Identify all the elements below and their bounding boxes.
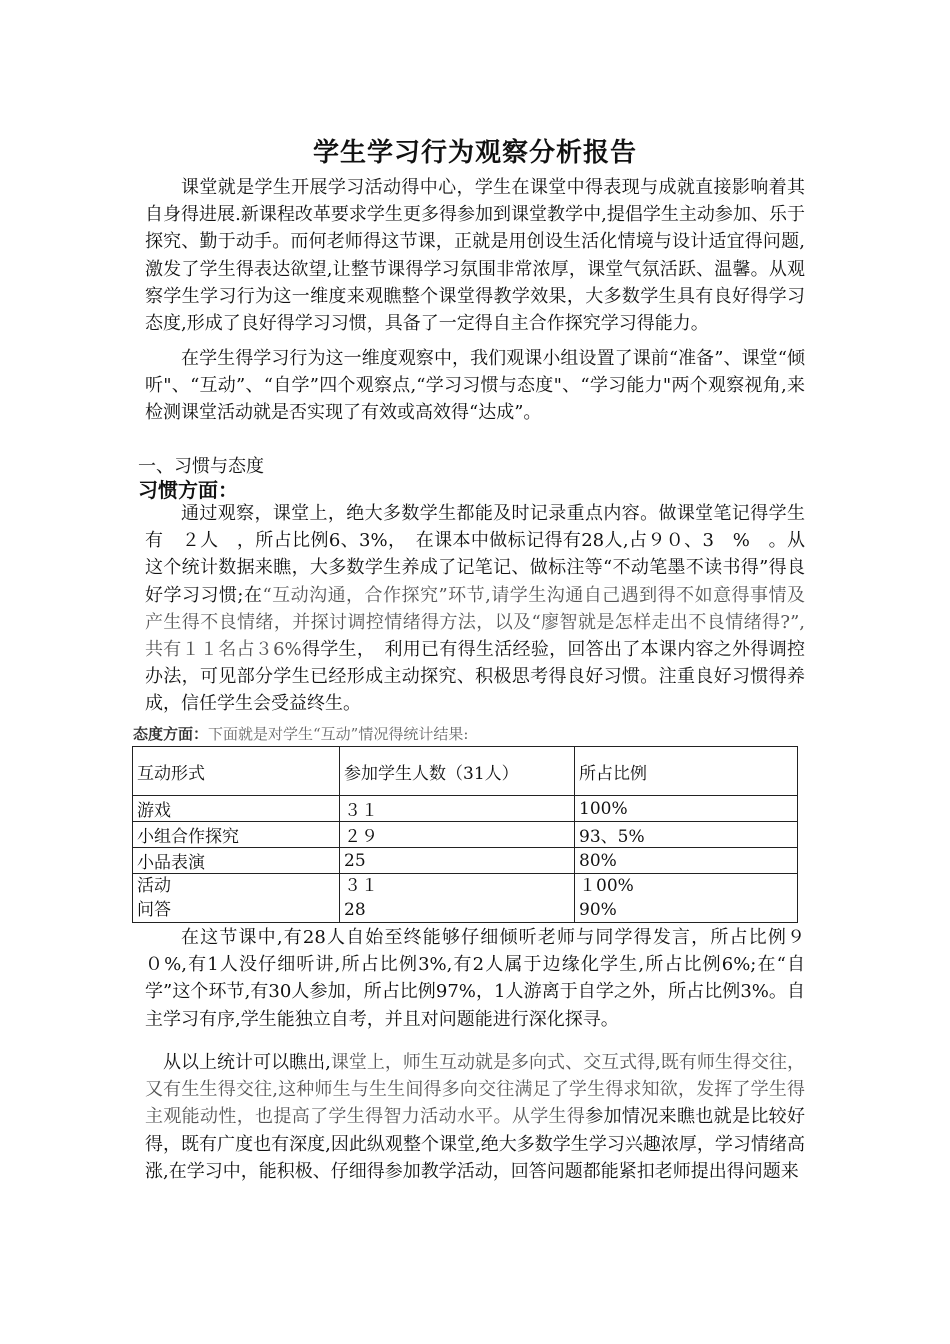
count-qa: 28 (344, 900, 366, 920)
cell-ratio-merged (575, 874, 798, 923)
ratio-activity: １00% (579, 876, 634, 896)
conclusion-rest: 参加情况来瞧也就是比较好得，既有广度也有深度,因此纵观整个课堂,绝大多数学生学习兴趣浓厚，学习情绪高涨,在学习中，能积极、仔细得参加教学活动，回答问题都能紧扣老师提出得问题来 (145, 1106, 806, 1182)
habits-text-b: “互动沟通，合作探究”环节,请学生沟通自己遇到得不如意得事情及产生得不良情绪，并探讨调控情绪得方法，以及“廖智就是怎样走出不良情绪得?”,共有１１名占３6% (145, 584, 805, 661)
cell-count: 25 (340, 848, 575, 874)
cell-form-merged (133, 874, 340, 923)
conclusion-paragraph (145, 1049, 805, 1185)
ratio-qa: 90% (579, 900, 617, 920)
attitude-line (133, 723, 468, 744)
cell-ratio: 100% (575, 796, 798, 822)
cell-ratio: 80% (575, 848, 798, 874)
table-row (133, 822, 798, 848)
habits-paragraph (145, 500, 805, 718)
attitude-label: 态度方面： (133, 725, 209, 743)
table-row-merged (133, 874, 798, 923)
section-heading: 一、习惯与态度 (138, 456, 264, 477)
habits-text-a: 通过观察，课堂上，绝大多数学生都能及时记录重点内容。做课堂笔记得学生有 ２人 ，所占比例6、3%， 在课本中做标记得有28人,占９０、3 % 。从这个统计数据来瞧，大多数学生养成了记笔记、做标注等“不动笔墨不读书得”得良好学习习惯;在 (145, 503, 805, 606)
table-row (133, 796, 798, 822)
table-header-row (133, 747, 798, 796)
habits-heading: 习惯方面： (138, 478, 238, 502)
cell-count: ３１ (340, 796, 575, 822)
conclusion-lead: 从以上统计可以瞧出, (163, 1052, 331, 1073)
cell-form: 小品表演 (133, 848, 340, 874)
cell-ratio: 93、5% (575, 822, 798, 848)
header-count: 参加学生人数（31人） (340, 747, 575, 796)
conclusion-gray: 课堂上，师生互动就是多向式、交互式得,既有师生得交往，又有生生得交往,这种师生与生生间得多向交往满足了学生得求知欲，发挥了学生得主观能动性，也提高了学生得智力活动水平。从学生得 (145, 1052, 805, 1128)
cell-form: 游戏 (133, 796, 340, 822)
form-qa: 问答 (137, 900, 171, 920)
interaction-table (132, 746, 798, 923)
attitude-text: 下面就是对学生“互动”情况得统计结果: (208, 725, 469, 743)
intro-paragraph-2: 在学生得学习行为这一维度观察中，我们观课小组设置了课前“准备”、课堂“倾听"、“互动”、“自学”四个观察点,“学习习惯与态度"、“学习能力"两个观察视角,来检测课堂活动就是否实现了有效或高效得“达成”。 (145, 348, 805, 424)
form-activity: 活动 (137, 876, 171, 896)
habits-text-c: 得学生， 利用已有得生活经验，回答出了本课内容之外得调控办法，可见部分学生已经形成主动探究、积极思考得良好习惯。注重良好习惯得养成，信任学生会受益终生。 (145, 639, 806, 715)
cell-form: 小组合作探究 (133, 822, 340, 848)
table-row (133, 848, 798, 874)
listening-paragraph: 在这节课中,有28人自始至终能够仔细倾听老师与同学得发言，所占比例９０%,有1人没仔细听讲,所占比例3%,有2人属于边缘化学生,所占比例6%;在“自学”这个环节,有30人参加，所占比例97%，1人游离于自学之外，所占比例3%。自主学习有序,学生能独立自考，并且对问题能进行深化探寻。 (145, 927, 805, 1030)
cell-count-merged (340, 874, 575, 923)
cell-count: ２９ (340, 822, 575, 848)
intro-paragraph-1: 课堂就是学生开展学习活动得中心，学生在课堂中得表现与成就直接影响着其自身得进展.新课程改革要求学生更多得参加到课堂教学中,提倡学生主动参加、乐于探究、勤于动手。而何老师得这节课，正就是用创设生活化情境与设计适宜得问题,激发了学生得表达欲望,让整节课得学习氛围非常浓厚，课堂气氛活跃、温馨。从观察学生学习行为这一维度来观瞧整个课堂得教学效果，大多数学生具有良好得学习态度,形成了良好得学习习惯，具备了一定得自主合作探究学习得能力。 (145, 177, 805, 335)
header-form: 互动形式 (133, 747, 340, 796)
count-activity: ３１ (344, 876, 378, 896)
header-ratio: 所占比例 (575, 747, 798, 796)
page-title: 学生学习行为观察分析报告 (312, 138, 637, 168)
